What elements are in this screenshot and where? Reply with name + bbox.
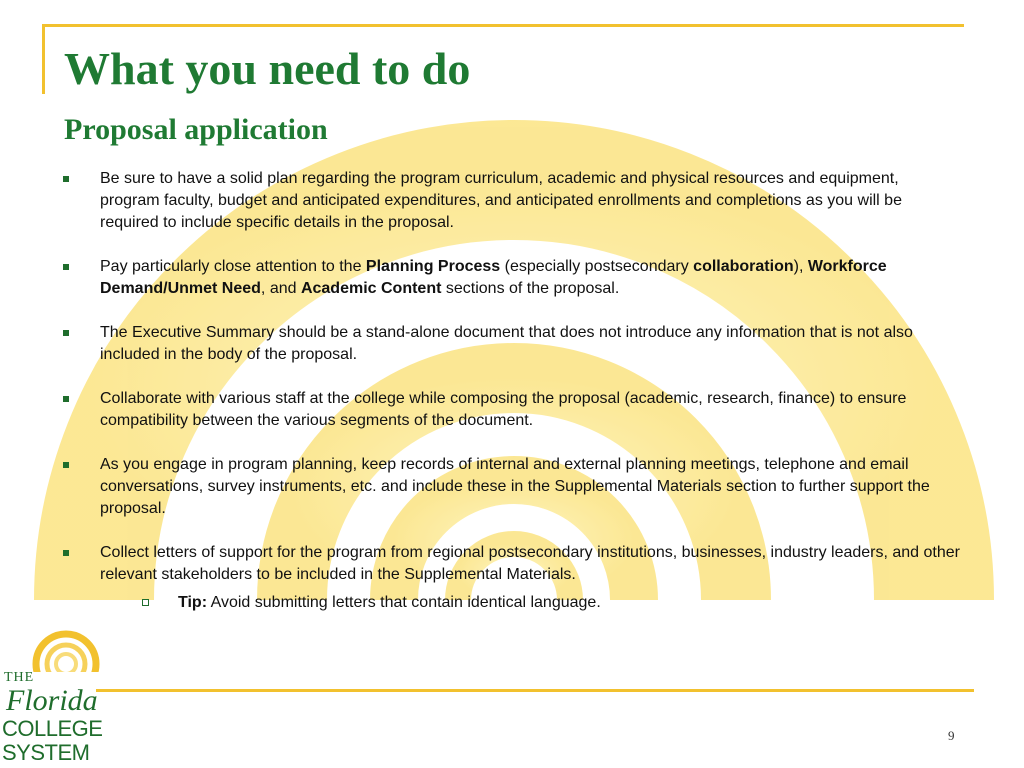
square-bullet-icon [63, 396, 69, 402]
bullet-list [60, 168, 962, 614]
bullet-text: As you engage in program planning, keep records of internal and external planning meetings, telephone and email conversations, survey instruments, etc. and include these in the Supplemental Materials section to further support the proposal. [100, 456, 930, 517]
florida-college-system-logo [0, 626, 103, 768]
bullet-item [60, 256, 962, 300]
tip-text: Avoid submitting letters that contain identical language. [207, 594, 601, 611]
tip-label: Tip: [178, 594, 208, 611]
keyword-collaboration: collaboration [693, 258, 794, 275]
logo-college-text: COLLEGE [2, 716, 103, 741]
bullet-item [60, 454, 962, 520]
slide-title: What you need to do [64, 43, 471, 94]
bullet-text: Collaborate with various staff at the college while composing the proposal (academic, research, finance) to ensure compatibility between the various segments of the document. [100, 390, 907, 429]
sun-logo-icon [26, 626, 100, 688]
page-number: 9 [948, 728, 955, 743]
bullet-text-part: , and [260, 280, 301, 297]
bullet-text-part: (especially postsecondary [500, 258, 694, 275]
sub-bullet-item [100, 592, 962, 614]
bullet-text: The Executive Summary should be a stand-alone document that does not introduce any information that is not also included in the body of the proposal. [100, 324, 913, 363]
bullet-item [60, 168, 962, 234]
bullet-text: Be sure to have a solid plan regarding the program curriculum, academic and physical resources and equipment, program faculty, budget and anticipated expenditures, and anticipated enrollments and completions as you will be required to include specific details in the proposal. [100, 170, 902, 231]
square-bullet-icon [63, 176, 69, 182]
logo-the-text: THE [4, 670, 35, 685]
bullet-text-part: ), [793, 258, 808, 275]
square-bullet-icon [63, 462, 69, 468]
bullet-item [60, 322, 962, 366]
bullet-text-part: sections of the proposal. [441, 280, 620, 297]
logo-system-text: SYSTEM [2, 740, 90, 765]
keyword-workforce-demand: Workforce Demand/Unmet Need [100, 258, 887, 297]
square-bullet-icon [63, 264, 69, 270]
square-bullet-icon [63, 550, 69, 556]
keyword-academic-content: Academic Content [300, 280, 442, 297]
bullet-text-part: Pay particularly close attention to the [100, 258, 366, 275]
logo-florida-text: Florida [6, 684, 98, 717]
bullet-item [60, 388, 962, 432]
bullet-text: Collect letters of support for the program from regional postsecondary institutions, businesses, industry leaders, and other relevant stakeholders to be included in the Supplemental Materials. [100, 544, 960, 583]
frame-left-rule [42, 24, 45, 94]
keyword-planning-process: Planning Process [365, 258, 501, 275]
frame-top-rule [42, 24, 964, 27]
bullet-item [60, 542, 962, 614]
slide-subtitle: Proposal application [64, 113, 328, 146]
hollow-square-bullet-icon [142, 599, 149, 606]
square-bullet-icon [63, 330, 69, 336]
frame-bottom-rule [96, 689, 974, 692]
